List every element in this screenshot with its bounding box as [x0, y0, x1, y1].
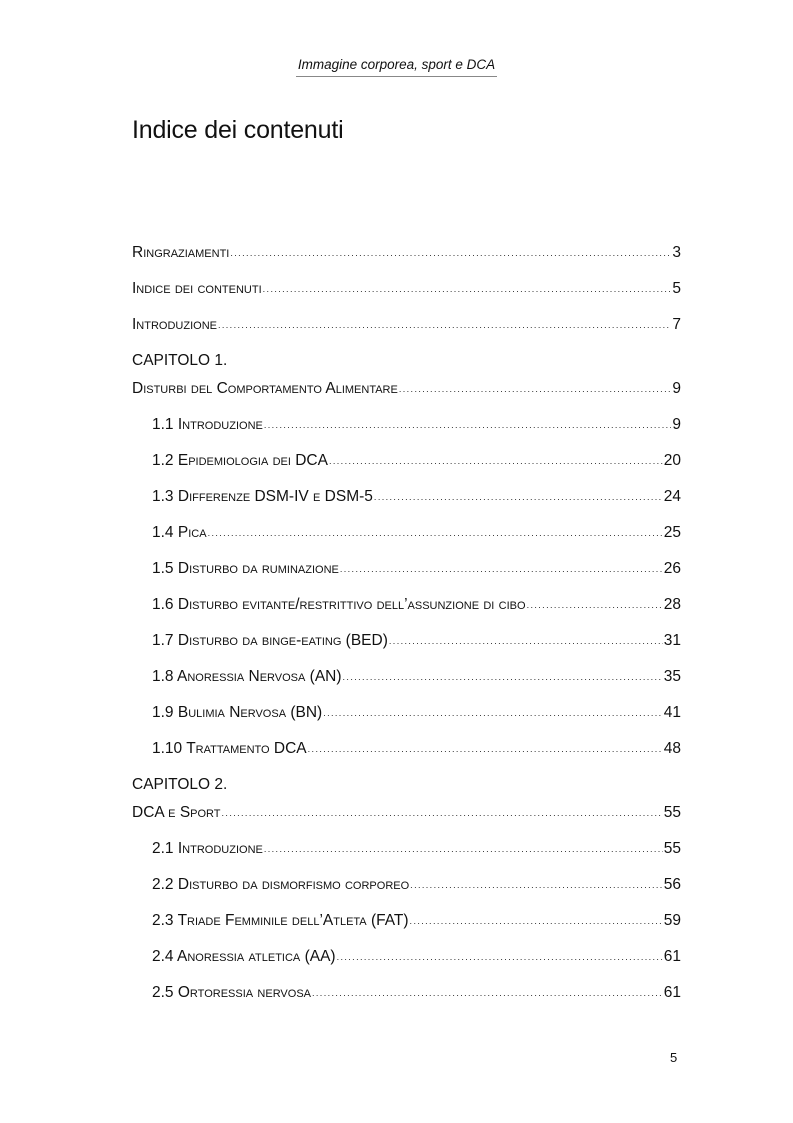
toc-entry-page: 25 [663, 524, 681, 541]
toc-section-1-3[interactable] [152, 484, 681, 506]
toc-entry-label: 2.5 Ortoressia nervosa [152, 984, 311, 1001]
chapter-2-heading: CAPITOLO 2. [132, 776, 228, 793]
running-title: Immagine corporea, sport e DCA [296, 57, 497, 77]
dot-leader [343, 672, 663, 682]
dot-leader [218, 320, 671, 330]
running-header [0, 56, 793, 77]
toc-chapter-1-title[interactable] [132, 376, 681, 398]
toc-entry-page: 9 [672, 416, 681, 433]
toc-section-1-2[interactable] [152, 448, 681, 470]
toc-section-1-9[interactable] [152, 700, 681, 722]
toc-entry-label: 1.6 Disturbo evitante/restrittivo dell’assunzione di cibo [152, 596, 526, 613]
dot-leader [208, 528, 663, 538]
toc-entry-page: 20 [663, 452, 681, 469]
toc-section-2-3[interactable] [152, 908, 681, 930]
toc-entry-page: 5 [672, 280, 681, 297]
dot-leader [389, 636, 663, 646]
toc-section-1-4[interactable] [152, 520, 681, 542]
toc-entry-label: DCA e Sport [132, 804, 221, 821]
toc-entry-label: Indice dei contenuti [132, 280, 262, 297]
dot-leader [230, 248, 671, 258]
dot-leader [527, 600, 663, 610]
dot-leader [222, 808, 663, 818]
toc-section-2-2[interactable] [152, 872, 681, 894]
dot-leader [264, 844, 663, 854]
toc-entry-page: 28 [663, 596, 681, 613]
toc-entry-page: 41 [663, 704, 681, 721]
toc-entry-label: 1.1 Introduzione [152, 416, 263, 433]
toc-entry-label: 2.2 Disturbo da dismorfismo corporeo [152, 876, 410, 893]
toc-entry-indice[interactable] [132, 276, 681, 298]
toc-entry-page: 55 [663, 804, 681, 821]
toc-section-1-8[interactable] [152, 664, 681, 686]
toc-entry-page: 35 [663, 668, 681, 685]
toc-section-1-7[interactable] [152, 628, 681, 650]
toc-entry-page: 3 [672, 244, 681, 261]
dot-leader [337, 952, 663, 962]
toc-section-2-4[interactable] [152, 944, 681, 966]
toc-entry-label: 1.2 Epidemiologia dei DCA [152, 452, 328, 469]
toc-entry-label: Ringraziamenti [132, 244, 230, 261]
toc-entry-page: 61 [663, 948, 681, 965]
dot-leader [410, 916, 663, 926]
toc-entry-label: 2.1 Introduzione [152, 840, 263, 857]
toc-section-2-5[interactable] [152, 980, 681, 1002]
toc-chapter-2-title[interactable] [132, 800, 681, 822]
toc-entry-page: 24 [663, 488, 681, 505]
toc-entry-page: 26 [663, 560, 681, 577]
toc-entry-label: Disturbi del Comportamento Alimentare [132, 380, 398, 397]
toc-entry-introduzione[interactable] [132, 312, 681, 334]
toc-entry-page: 7 [672, 316, 681, 333]
dot-leader [308, 744, 663, 754]
page-number: 5 [670, 1050, 678, 1065]
toc-entry-label: Introduzione [132, 316, 217, 333]
toc-entry-label: 2.3 Triade Femminile dell’Atleta (FAT) [152, 912, 409, 929]
dot-leader [340, 564, 663, 574]
toc-section-2-1[interactable] [152, 836, 681, 858]
toc-entry-ringraziamenti[interactable] [132, 240, 681, 262]
toc-entry-label: 1.9 Bulimia Nervosa (BN) [152, 704, 323, 721]
dot-leader [374, 492, 663, 502]
toc-entry-label: 1.5 Disturbo da ruminazione [152, 560, 339, 577]
toc-section-1-1[interactable] [152, 412, 681, 434]
toc-section-1-5[interactable] [152, 556, 681, 578]
toc-entry-label: 1.10 Trattamento DCA [152, 740, 307, 757]
toc-entry-label: 1.3 Differenze DSM-IV e DSM-5 [152, 488, 373, 505]
chapter-1-heading: CAPITOLO 1. [132, 352, 228, 369]
toc-entry-label: 1.7 Disturbo da binge-eating (BED) [152, 632, 388, 649]
toc-entry-label: 2.4 Anoressia atletica (AA) [152, 948, 336, 965]
toc-entry-page: 48 [663, 740, 681, 757]
toc-entry-label: 1.8 Anoressia Nervosa (AN) [152, 668, 342, 685]
dot-leader [263, 284, 672, 294]
toc-entry-page: 61 [663, 984, 681, 1001]
dot-leader [329, 456, 663, 466]
toc-entry-label: 1.4 Pica [152, 524, 207, 541]
toc-section-1-10[interactable] [152, 736, 681, 758]
toc-entry-page: 56 [663, 876, 681, 893]
dot-leader [264, 420, 672, 430]
toc-entry-page: 31 [663, 632, 681, 649]
toc-entry-page: 55 [663, 840, 681, 857]
dot-leader [399, 384, 672, 394]
toc-section-1-6[interactable] [152, 592, 681, 614]
toc-entry-page: 59 [663, 912, 681, 929]
dot-leader [323, 708, 663, 718]
page-title: Indice dei contenuti [132, 116, 344, 144]
dot-leader [312, 988, 663, 998]
toc-entry-page: 9 [672, 380, 681, 397]
dot-leader [410, 880, 663, 890]
